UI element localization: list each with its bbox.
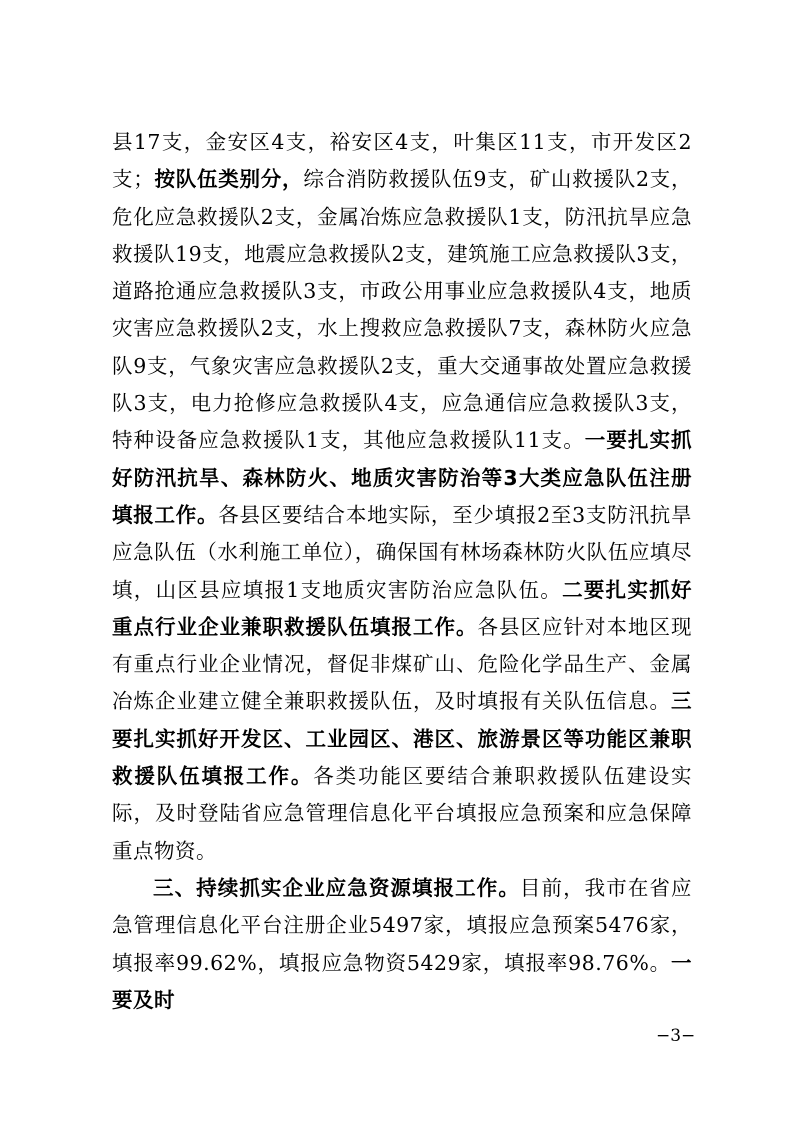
paragraph-team-statistics [112, 124, 692, 870]
bold-requirement-two: 二要扎实抓好重点行业企业兼职救援队伍填报工作。 [112, 577, 692, 639]
bold-requirement-one: 一要扎实抓好防汛抗旱、森林防火、地质灾害防治等3大类应急队伍注册填报工作。 [112, 428, 692, 527]
bold-requirement-three: 三要扎实抓好开发区、工业园区、港区、旅游景区等功能区兼职救援队伍填报工作。 [112, 689, 692, 789]
bold-by-category: 按队伍类别分， [154, 167, 304, 192]
section-heading-three: 三、持续抓实企业应急资源填报工作。 [153, 875, 520, 900]
text-requirement-two-detail: 各县区应针对本地区现有重点行业企业情况，督促非煤矿山、危险化学品生产、金属冶炼企业建立健全兼职救援队伍，及时填报有关队伍信息。 [112, 614, 692, 714]
text-requirement-three-detail: 各类功能区要结合兼职救援队伍建设实际，及时登陆省应急管理信息化平台填报应急预案和应急保障重点物资。 [112, 764, 693, 863]
document-body [112, 124, 692, 1019]
text-county-counts: 县17支，金安区4支，裕安区4支，叶集区11支，市开发区2支； [112, 130, 692, 192]
text-requirement-one-detail: 各县区要结合本地实际，至少填报2至3支防汛抗旱应急队伍（水利施工单位），确保国有林场森林防火队伍应填尽填，山区县应填报1支地质灾害防治应急队伍。 [112, 502, 692, 602]
page-number: −3− [656, 1026, 696, 1046]
text-category-counts: 综合消防救援队伍9支，矿山救援队2支，危化应急救援队2支，金属冶炼应急救援队1支，防汛抗旱应急救援队19支，地震应急救援队2支，建筑施工应急救援队3支，道路抢通应急救援队3支，市政公用事业应急救援队4支，地质灾害应急救援队2支，水上搜救应急救援队7支，森林防火应急队9支，气象灾害应急救援队2支，重大交通事故处置应急救援队3支，电力抢修应急救援队4支，应急通信应急救援队3支，特种设备应急救援队1支，其他应急救援队11支。 [112, 167, 693, 453]
text-enterprise-statistics: 目前，我市在省应急管理信息化平台注册企业5497家，填报应急预案5476家，填报率99.62%，填报应急物资5429家，填报率98.76%。 [112, 875, 693, 975]
bold-requirement-timely: 一要及时 [112, 950, 692, 1012]
paragraph-enterprise-resources [112, 870, 692, 1019]
